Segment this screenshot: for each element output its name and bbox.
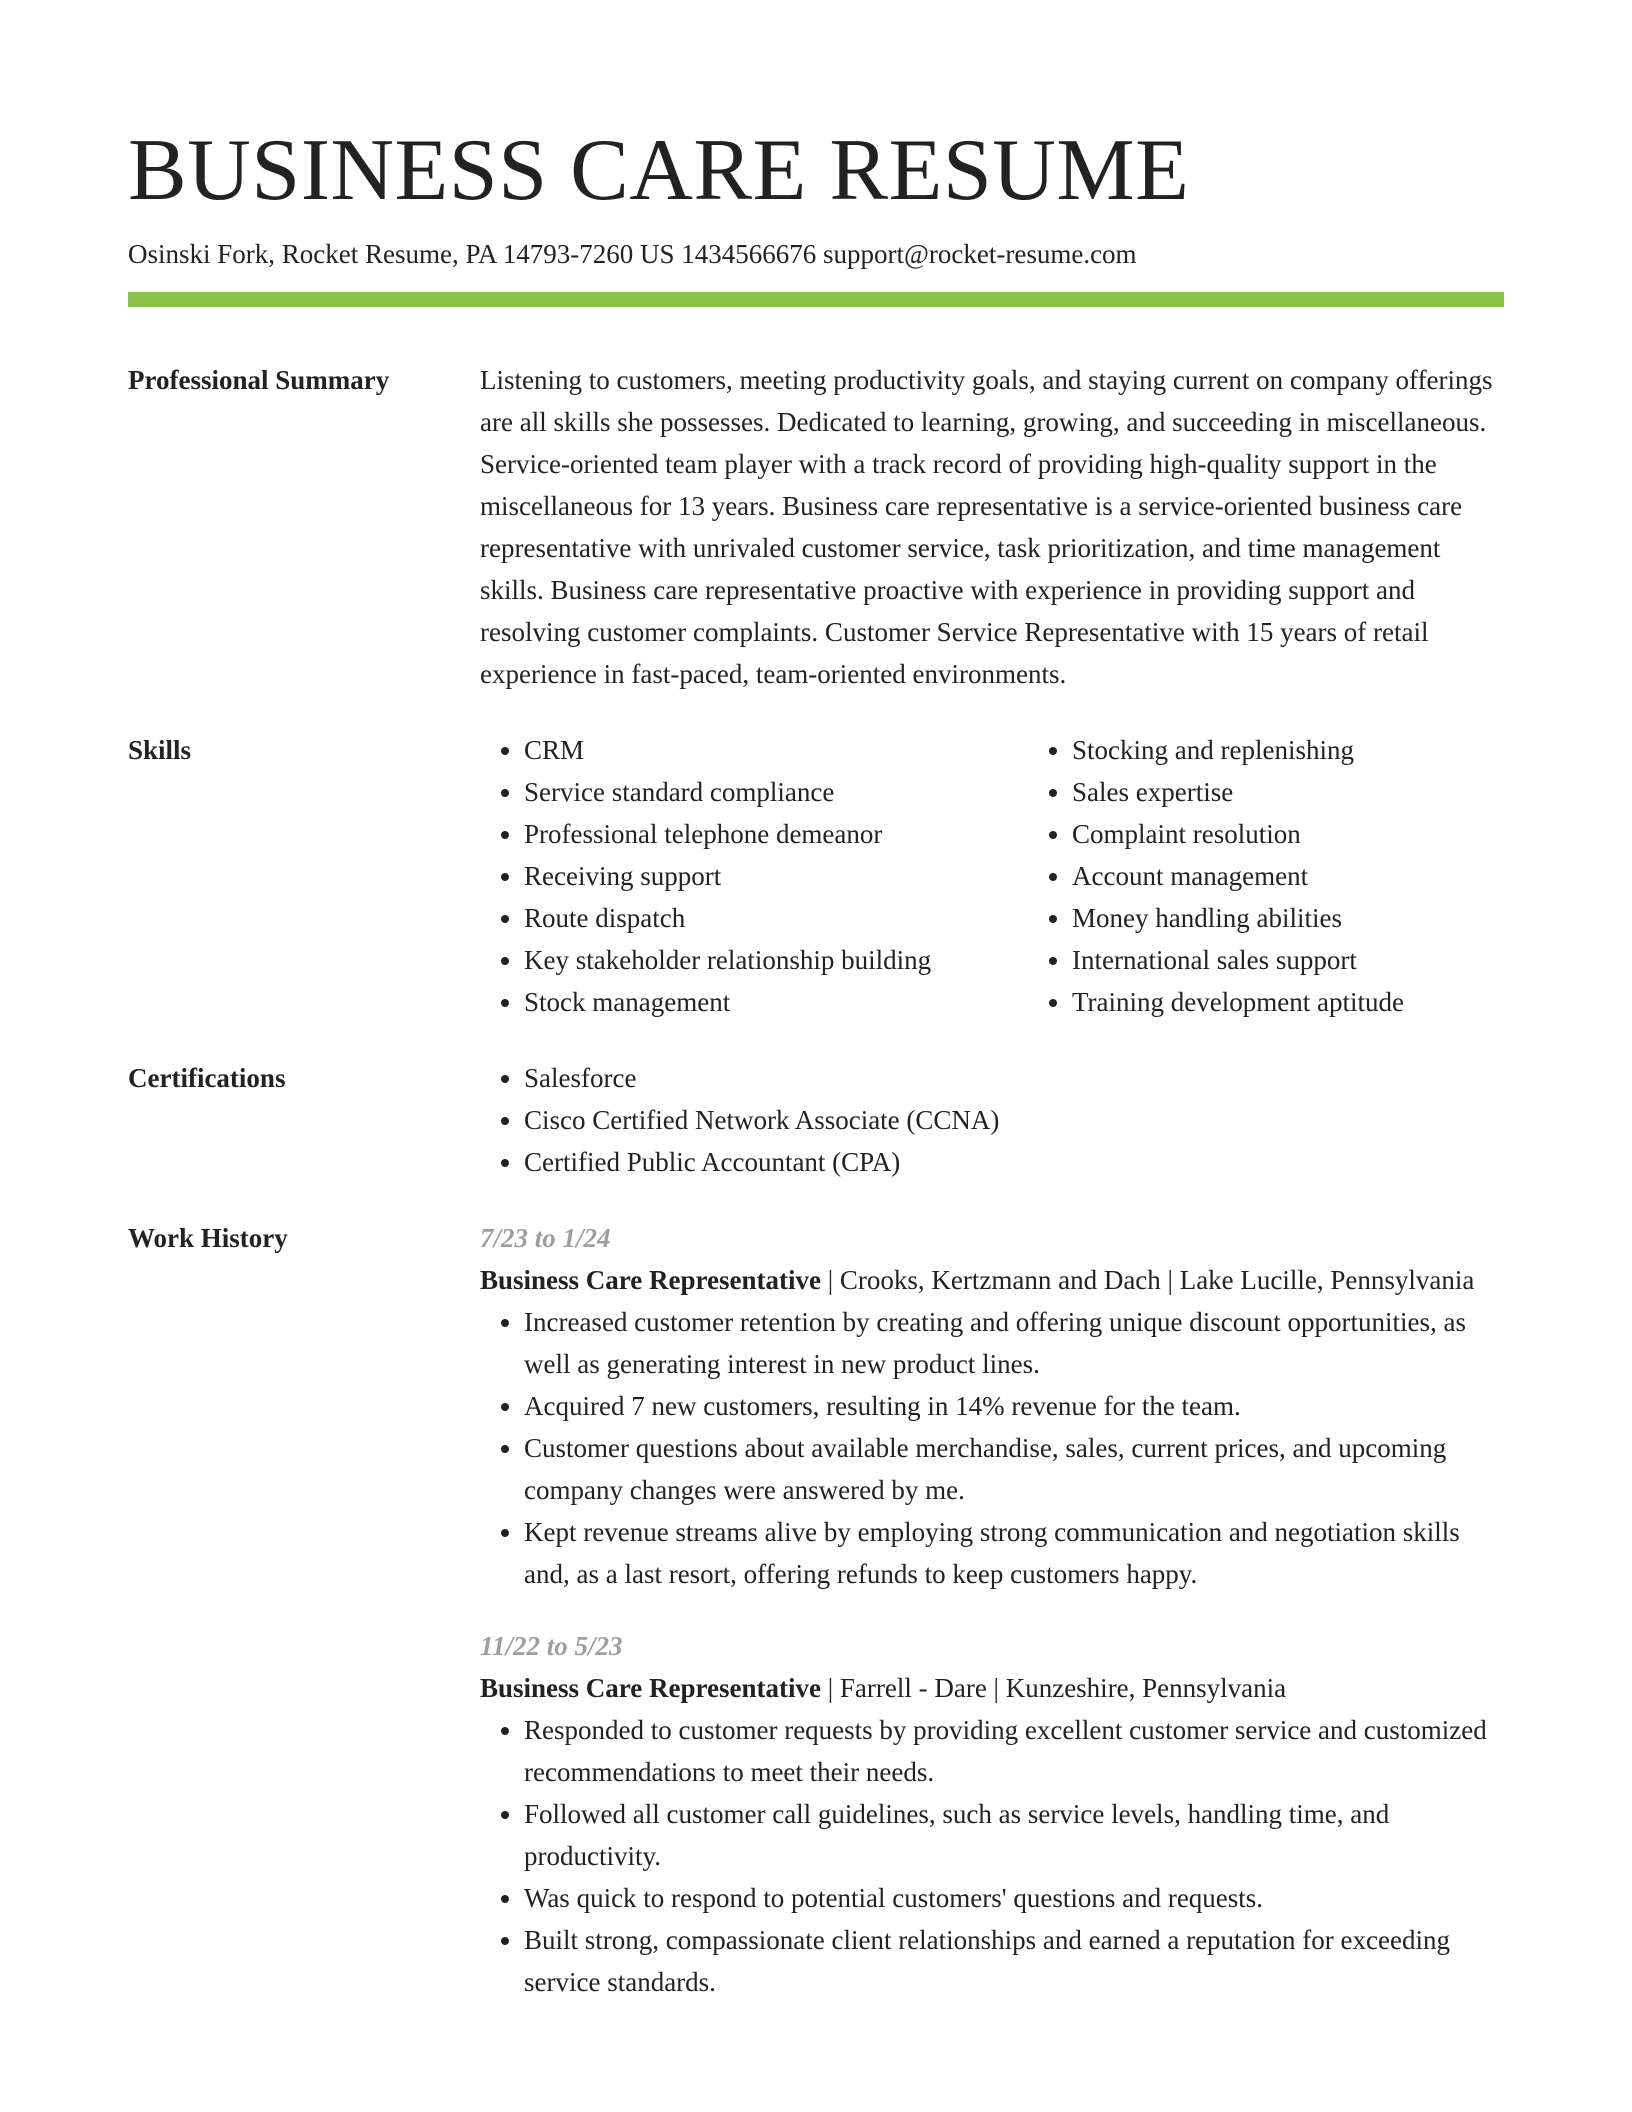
- summary-section: [128, 359, 1504, 695]
- job-bullet: • Built strong, compassionate client relationships and earned a reputation for exceeding service standards.: [524, 1919, 1504, 2003]
- skills-list-left: [480, 729, 1028, 1023]
- job-bullet: • Responded to customer requests by providing excellent customer service and customized recommendations to meet their needs.: [524, 1709, 1504, 1793]
- job-details: | Crooks, Kertzmann and Dach | Lake Lucille, Pennsylvania: [820, 1265, 1475, 1295]
- job-heading: [480, 1667, 1504, 1709]
- certifications-label: Certifications: [128, 1063, 286, 1093]
- job-bullet: • Increased customer retention by creating and offering unique discount opportunities, as well as generating interest in new product lines.: [524, 1301, 1504, 1385]
- skill-item: • Key stakeholder relationship building: [524, 939, 1028, 981]
- resume-title: BUSINESS CARE RESUME: [128, 122, 1190, 219]
- job-details: | Farrell - Dare | Kunzeshire, Pennsylvania: [820, 1673, 1287, 1703]
- job-entry: [480, 1625, 1504, 2003]
- contact-line: Osinski Fork, Rocket Resume, PA 14793-7260 US 1434566676 support@rocket-resume.com: [128, 239, 1137, 269]
- job-bullets: [480, 1301, 1504, 1595]
- skill-item: • CRM: [524, 729, 1028, 771]
- job-heading: [480, 1259, 1504, 1301]
- skill-item: • Receiving support: [524, 855, 1028, 897]
- certifications-list: [480, 1057, 1504, 1183]
- certification-item: • Cisco Certified Network Associate (CCNA): [524, 1099, 1504, 1141]
- skills-label: Skills: [128, 735, 192, 765]
- skill-item: • Stocking and replenishing: [1072, 729, 1504, 771]
- job-dates: 11/22 to 5/23: [480, 1631, 623, 1661]
- skills-grid: [480, 729, 1504, 1023]
- job-bullet: • Customer questions about available merchandise, sales, current prices, and upcoming company changes were answered by me.: [524, 1427, 1504, 1511]
- skill-item: • Complaint resolution: [1072, 813, 1504, 855]
- certification-item: • Certified Public Accountant (CPA): [524, 1141, 1504, 1183]
- job-bullet: • Followed all customer call guidelines, such as service levels, handling time, and productivity.: [524, 1793, 1504, 1877]
- job-bullet: • Acquired 7 new customers, resulting in 14% revenue for the team.: [524, 1385, 1504, 1427]
- skill-item: • Stock management: [524, 981, 1028, 1023]
- skill-item: • International sales support: [1072, 939, 1504, 981]
- skill-item: • Account management: [1072, 855, 1504, 897]
- work-history-section: [128, 1217, 1504, 2003]
- skill-item: • Professional telephone demeanor: [524, 813, 1028, 855]
- skill-item: • Sales expertise: [1072, 771, 1504, 813]
- job-title: Business Care Representative: [480, 1673, 821, 1703]
- summary-body: [480, 359, 1504, 695]
- skill-item: • Money handling abilities: [1072, 897, 1504, 939]
- job-bullet: • Was quick to respond to potential customers' questions and requests.: [524, 1877, 1504, 1919]
- certifications-section: [128, 1057, 1504, 1183]
- certification-item: • Salesforce: [524, 1057, 1504, 1099]
- job-dates: 7/23 to 1/24: [480, 1223, 611, 1253]
- work-history-body: [480, 1217, 1504, 2003]
- skills-section: [128, 729, 1504, 1023]
- job-bullets: [480, 1709, 1504, 2003]
- skills-list-right: [1028, 729, 1504, 1023]
- job-entry: [480, 1217, 1504, 1595]
- summary-label: Professional Summary: [128, 365, 390, 395]
- certifications-body: [480, 1057, 1504, 1183]
- work-history-label: Work History: [128, 1223, 288, 1253]
- summary-text: Listening to customers, meeting productivity goals, and staying current on company offerings are all skills she possesses. Dedicated to learning, growing, and succeeding in miscellaneous. Service-oriented team player with a track record of providing high-quality support in the miscellaneous for 13 years. Business care representative is a service-oriented business care representative with unrivaled customer service, task prioritization, and time management skills. Business care representative proactive with experience in providing support and resolving customer complaints. Customer Service Representative with 15 years of retail experience in fast-paced, team-oriented environments.: [480, 365, 1493, 689]
- job-bullet: • Kept revenue streams alive by employing strong communication and negotiation skills and, as a last resort, offering refunds to keep customers happy.: [524, 1511, 1504, 1595]
- skill-item: • Training development aptitude: [1072, 981, 1504, 1023]
- job-title: Business Care Representative: [480, 1265, 821, 1295]
- skill-item: • Route dispatch: [524, 897, 1028, 939]
- skill-item: • Service standard compliance: [524, 771, 1028, 813]
- header-divider: [128, 292, 1504, 307]
